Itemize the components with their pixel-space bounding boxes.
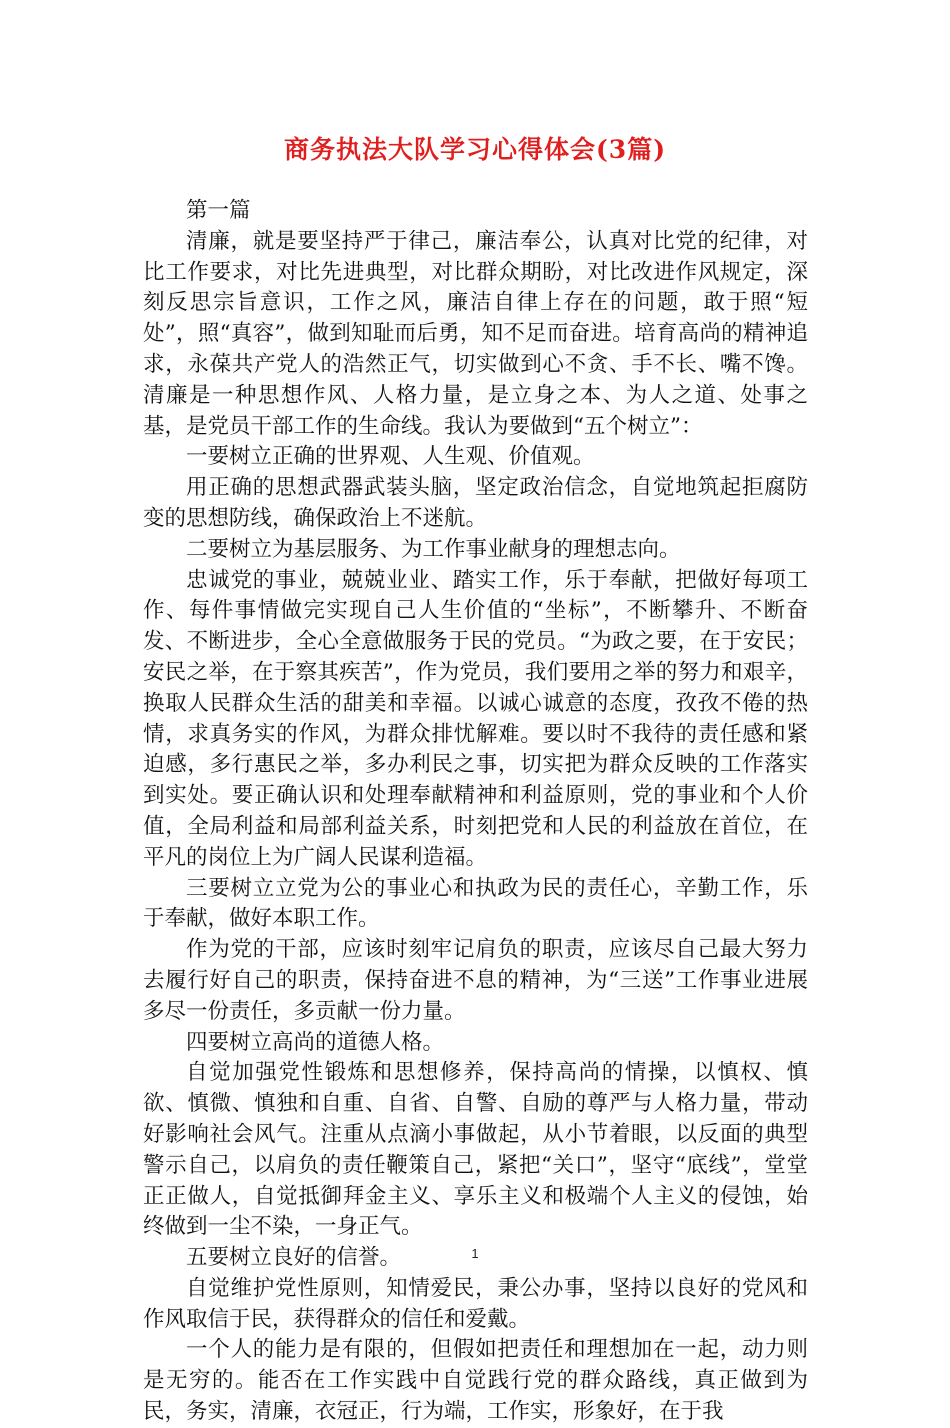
body-paragraph: 自觉维护党性原则，知情爱民，秉公办事，坚持以良好的党风和作风取信于民，获得群众的信任和爱戴。 bbox=[143, 1275, 808, 1332]
body-paragraph: 忠诚党的事业，兢兢业业、踏实工作，乐于奉献，把做好每项工作、每件事情做完实现自己人生价值的“坐标”，不断攀升、不断奋发、不断进步，全心全意做服务于民的党员。“为政之要，在于安民；安民之举，在于察其疾苦”，作为党员，我们要用之举的努力和艰辛，换取人民群众生活的甜美和幸福。以诚心诚意的态度，孜孜不倦的热情，求真务实的作风，为群众排忧解难。要以时不我待的责任感和紧迫感，多行惠民之举，多办利民之事，切实把为群众反映的工作落实到实处。要正确认识和处理奉献精神和利益原则，党的事业和个人价值，全局利益和局部利益关系，时刻把党和人民的利益放在首位，在平凡的岗位上为广阔人民谋利造福。 bbox=[143, 567, 808, 870]
point-heading: 四要树立高尚的道德人格。 bbox=[186, 1029, 445, 1055]
body-paragraph: 作为党的干部，应该时刻牢记肩负的职责，应该尽自己最大努力去履行好自己的职责，保持奋进不息的精神，为“三送”工作事业进展多尽一份责任，多贡献一份力量。 bbox=[143, 937, 808, 1024]
point-heading: 二要树立为基层服务、为工作事业献身的理想志向。 bbox=[186, 536, 681, 562]
body-paragraph: 清廉，就是要坚持严于律己，廉洁奉公，认真对比党的纪律，对比工作要求，对比先进典型，对比群众期盼，对比改进作风规定，深刻反思宗旨意识，工作之风，廉洁自律上存在的问题，敢于照“短处”，照“真容”，做到知耻而后勇，知不足而奋进。培育高尚的精神追求，永葆共产党人的浩然正气，切实做到心不贪、手不长、嘴不馋。清廉是一种思想作风、人格力量，是立身之本、为人之道、处事之基，是党员干部工作的生命线。我认为要做到“五个树立”： bbox=[143, 228, 808, 439]
body-paragraph: 自觉加强党性锻炼和思想修养，保持高尚的情操，以慎权、慎欲、慎微、慎独和自重、自省、自警、自励的尊严与人格力量，带动好影响社会风气。注重从点滴小事做起，从小节着眼，以反面的典型警示自己，以肩负的责任鞭策自己，紧把“关口”，坚守“底线”，堂堂正正做人，自觉抵御拜金主义、享乐主义和极端个人主义的侵蚀，始终做到一尘不染，一身正气。 bbox=[143, 1060, 808, 1240]
point-heading: 五要树立良好的信誉。 bbox=[186, 1245, 402, 1271]
section-heading: 第一篇 bbox=[186, 198, 251, 223]
document-title: 商务执法大队学习心得体会(3篇) bbox=[283, 135, 667, 164]
point-heading: 三要树立立党为公的事业心和执政为民的责任心，辛勤工作，乐于奉献，做好本职工作。 bbox=[143, 875, 808, 932]
page-number: 1 bbox=[471, 1246, 479, 1261]
point-heading: 一要树立正确的世界观、人生观、价值观。 bbox=[186, 444, 595, 470]
document-body bbox=[143, 196, 808, 1428]
body-paragraph: 一个人的能力是有限的，但假如把责任和理想加在一起，动力则是无穷的。能否在工作实践中自觉践行党的群众路线，真正做到为民，务实，清廉，衣冠正，行为端，工作实，形象好，在于我 bbox=[143, 1337, 808, 1425]
body-paragraph: 用正确的思想武器武装头脑，坚定政治信念，自觉地筑起拒腐防变的思想防线，确保政治上不迷航。 bbox=[143, 475, 808, 531]
